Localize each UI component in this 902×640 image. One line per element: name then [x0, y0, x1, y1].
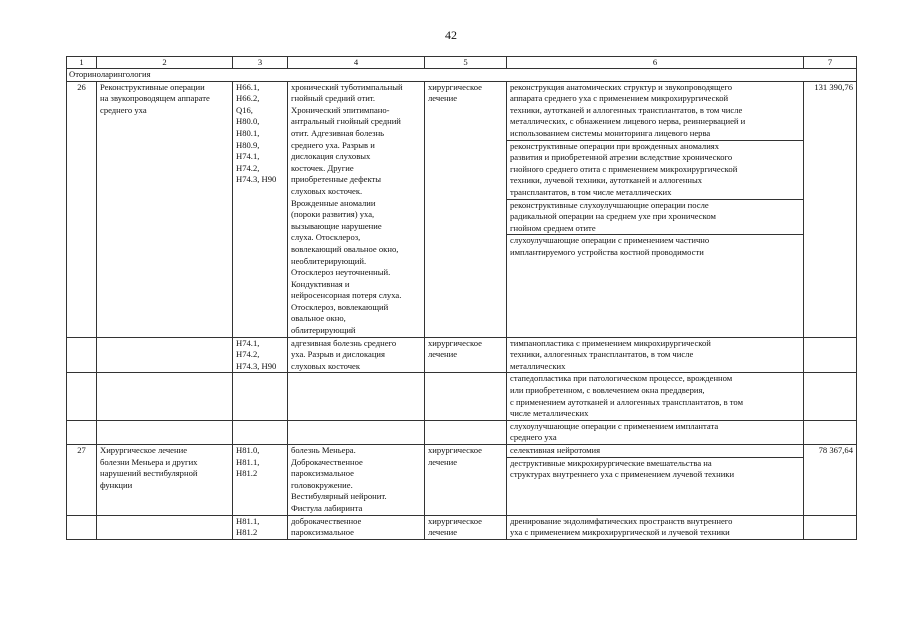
text-line: развития и приобретенной атрезии вследствие хронического	[510, 152, 733, 163]
empty-cell	[804, 515, 857, 539]
diagnosis	[288, 337, 425, 373]
text-line: среднего уха	[100, 104, 147, 115]
text-line: Отосклероз неуточненный.	[291, 267, 391, 278]
row-number: 27	[67, 445, 97, 516]
treatment-methods	[507, 373, 804, 420]
method-block	[507, 140, 803, 199]
procedure-name	[97, 445, 233, 516]
code: H74.1,	[236, 337, 260, 348]
text-line: слухоулучшающие операции с применением имплантата	[510, 420, 719, 431]
text-line: пароксизмальное	[291, 468, 354, 479]
empty-cell	[425, 420, 507, 444]
text-line: слуховых косточек.	[291, 185, 363, 196]
code: Q16,	[236, 104, 253, 115]
text-line: реконструктивные слухоулучшающие операции после	[510, 199, 709, 210]
procedure-name	[97, 81, 233, 337]
code: H81.2	[236, 527, 258, 538]
code: H80.9,	[236, 139, 260, 150]
text-line: лечение	[428, 93, 458, 104]
empty-cell	[804, 337, 857, 373]
code: H74.3, H90	[236, 360, 277, 371]
text-line: на звукопроводящем аппарате	[100, 93, 210, 104]
cost-value: 131 390,76	[804, 81, 857, 337]
text-line: Фистула лабиринта	[291, 502, 363, 513]
text-line: или приобретенном, с вовлечением окна преддверия,	[510, 385, 705, 396]
treatment-methods	[507, 420, 804, 444]
treatment-methods	[507, 337, 804, 373]
text-line: техники, лучевой техники, аутотканей и аллогенных	[510, 175, 703, 186]
code: H81.2	[236, 468, 258, 479]
text-line: доброкачественное	[291, 515, 362, 526]
treatment-methods	[507, 445, 804, 516]
row-number: 26	[67, 81, 97, 337]
text-line: металлических, с обнажением лицевого нерва, реиннервацией и	[510, 116, 746, 127]
text-line: дислокация слуховых	[291, 151, 371, 162]
text-line: структурах внутреннего уха с применением лучевой техники	[510, 469, 735, 480]
text-line: вовлекающий овальное окно,	[291, 243, 399, 254]
text-line: среднего уха	[510, 432, 557, 443]
text-line: овальное окно,	[291, 313, 346, 324]
code: H74.2,	[236, 162, 260, 173]
text-line: слуховых косточек	[291, 360, 361, 371]
text-line: хирургическое	[428, 81, 482, 92]
empty-cell	[233, 373, 288, 420]
text-line: техники, аллогенных трансплантатов, в том числе	[510, 349, 694, 360]
icd-codes	[233, 445, 288, 516]
treatment-methods	[507, 515, 804, 539]
text-line: головокружение.	[291, 479, 353, 490]
text-line: пароксизмальное	[291, 527, 354, 538]
text-line: реконструктивные операции при врожденных аномалиях	[510, 140, 720, 151]
header-cell-6: 6	[507, 57, 804, 69]
treatment-type	[425, 445, 507, 516]
code: H74.1,	[236, 151, 260, 162]
code: H66.2,	[236, 93, 260, 104]
text-line: деструктивные микрохирургические вмешательства на	[510, 457, 712, 468]
text-line: слуха. Отосклероз,	[291, 232, 361, 243]
method-block	[507, 199, 803, 235]
table-row	[67, 445, 857, 516]
code: H80.1,	[236, 127, 260, 138]
text-line: числе металлических	[510, 408, 589, 419]
table-row	[67, 515, 857, 539]
code: H66.1,	[236, 81, 260, 92]
text-line: хирургическое	[428, 515, 482, 526]
text-line: необлитерирующий.	[291, 255, 367, 266]
empty-cell	[97, 515, 233, 539]
text-line: слухоулучшающие операции с применением частично	[510, 235, 710, 246]
empty-cell	[67, 373, 97, 420]
method-block	[507, 445, 803, 457]
text-line: хирургическое	[428, 337, 482, 348]
diagnosis	[288, 515, 425, 539]
text-line: радикальной операции на среднем ухе при хроническом	[510, 211, 716, 222]
text-line: болезнь Меньера.	[291, 445, 356, 455]
text-line: хирургическое	[428, 445, 482, 455]
treatment-table	[66, 56, 857, 540]
text-line: антральный гнойный средний	[291, 116, 401, 127]
text-line: Реконструктивные операции	[100, 81, 205, 92]
text-line: селективная нейротомия	[510, 445, 601, 455]
section-row	[67, 69, 857, 82]
text-line: адгезивная болезнь среднего	[291, 337, 397, 348]
empty-cell	[288, 420, 425, 444]
page-number: 42	[445, 28, 457, 42]
code: H74.2,	[236, 349, 260, 360]
code: H81.1,	[236, 515, 260, 526]
empty-cell	[804, 373, 857, 420]
header-cell-3: 3	[233, 57, 288, 69]
text-line: Вестибулярный нейронит.	[291, 491, 387, 502]
text-line: (пороки развития) уха,	[291, 209, 375, 220]
text-line: вызывающие нарушение	[291, 220, 382, 231]
diagnosis	[288, 445, 425, 516]
empty-cell	[97, 337, 233, 373]
empty-cell	[97, 420, 233, 444]
text-line: с применением аутотканей и аллогенных трансплантатов, в том	[510, 396, 744, 407]
treatment-type	[425, 337, 507, 373]
text-line: имплантируемого устройства костной проводимости	[510, 246, 704, 257]
text-line: лечение	[428, 349, 458, 360]
text-line: среднего уха. Разрыв и	[291, 139, 375, 150]
text-line: Хронический эпитимпано-	[291, 104, 390, 115]
code: H81.1,	[236, 456, 260, 467]
header-cell-7: 7	[804, 57, 857, 69]
treatment-type	[425, 515, 507, 539]
text-line: нейросенсорная потеря слуха.	[291, 290, 402, 301]
text-line: аппарата среднего уха с применением микрохирургической	[510, 93, 729, 104]
text-line: лечение	[428, 527, 458, 538]
empty-cell	[804, 420, 857, 444]
empty-cell	[233, 420, 288, 444]
text-line: гнойного среднего отита с применением микрохирургической	[510, 163, 738, 174]
text-line: Доброкачественное	[291, 456, 363, 467]
text-line: техники, аутотканей и аллогенных трансплантатов, в том числе	[510, 104, 743, 115]
empty-cell	[67, 515, 97, 539]
empty-cell	[67, 337, 97, 373]
icd-codes	[233, 337, 288, 373]
treatment-methods	[507, 81, 804, 337]
text-line: дренирование эндолимфатических пространств внутреннего	[510, 515, 733, 526]
text-line: стапедопластика при патологическом процессе, врожденном	[510, 373, 733, 384]
cost-value: 78 367,64	[804, 445, 857, 516]
text-line: отит. Адгезивная болезнь	[291, 127, 385, 138]
header-row	[67, 57, 857, 69]
treatment-type	[425, 81, 507, 337]
icd-codes	[233, 81, 288, 337]
code: H81.0,	[236, 445, 260, 455]
header-cell-4: 4	[288, 57, 425, 69]
empty-cell	[67, 420, 97, 444]
text-line: приобретенные дефекты	[291, 174, 382, 185]
text-line: Отосклероз, вовлекающий	[291, 301, 389, 312]
text-line: гнойный средний отит.	[291, 93, 376, 104]
diagnosis	[288, 81, 425, 337]
method-block	[507, 234, 803, 258]
text-line: реконструкция анатомических структур и звукопроводящего	[510, 81, 733, 92]
text-line: Врожденные аномалии	[291, 197, 376, 208]
text-line: уха с применением микрохирургической и лучевой техники	[510, 527, 730, 538]
header-cell-5: 5	[425, 57, 507, 69]
empty-cell	[288, 373, 425, 420]
icd-codes	[233, 515, 288, 539]
text-line: лечение	[428, 456, 458, 467]
text-line: использованием системы мониторинга лицевого нерва	[510, 127, 711, 138]
empty-cell	[97, 373, 233, 420]
table-row	[67, 337, 857, 373]
text-line: тимпанопластика с применением микрохирургической	[510, 337, 711, 348]
header-cell-1: 1	[67, 57, 97, 69]
text-line: болезни Меньера и других	[100, 456, 198, 467]
table-row	[67, 373, 857, 420]
text-line: нарушений вестибулярной	[100, 468, 198, 479]
empty-cell	[425, 373, 507, 420]
table-row	[67, 420, 857, 444]
method-block	[507, 457, 803, 481]
section-title: Оториноларингология	[67, 69, 857, 82]
header-cell-2: 2	[97, 57, 233, 69]
text-line: хронический туботимпальный	[291, 81, 403, 92]
text-line: функции	[100, 479, 133, 490]
code: H80.0,	[236, 116, 260, 127]
text-line: гнойном среднем отите	[510, 222, 596, 233]
text-line: Кондуктивная и	[291, 278, 350, 289]
text-line: уха. Разрыв и дислокация	[291, 349, 385, 360]
code: H74.3, H90	[236, 174, 277, 185]
method-block	[507, 82, 803, 140]
text-line: косточек. Другие	[291, 162, 354, 173]
text-line: Хирургическое лечение	[100, 445, 188, 455]
text-line: металлических	[510, 360, 566, 371]
text-line: трансплантатов, в том числе металлических	[510, 186, 672, 197]
text-line: облитерирующий	[291, 325, 356, 336]
table-row	[67, 81, 857, 337]
